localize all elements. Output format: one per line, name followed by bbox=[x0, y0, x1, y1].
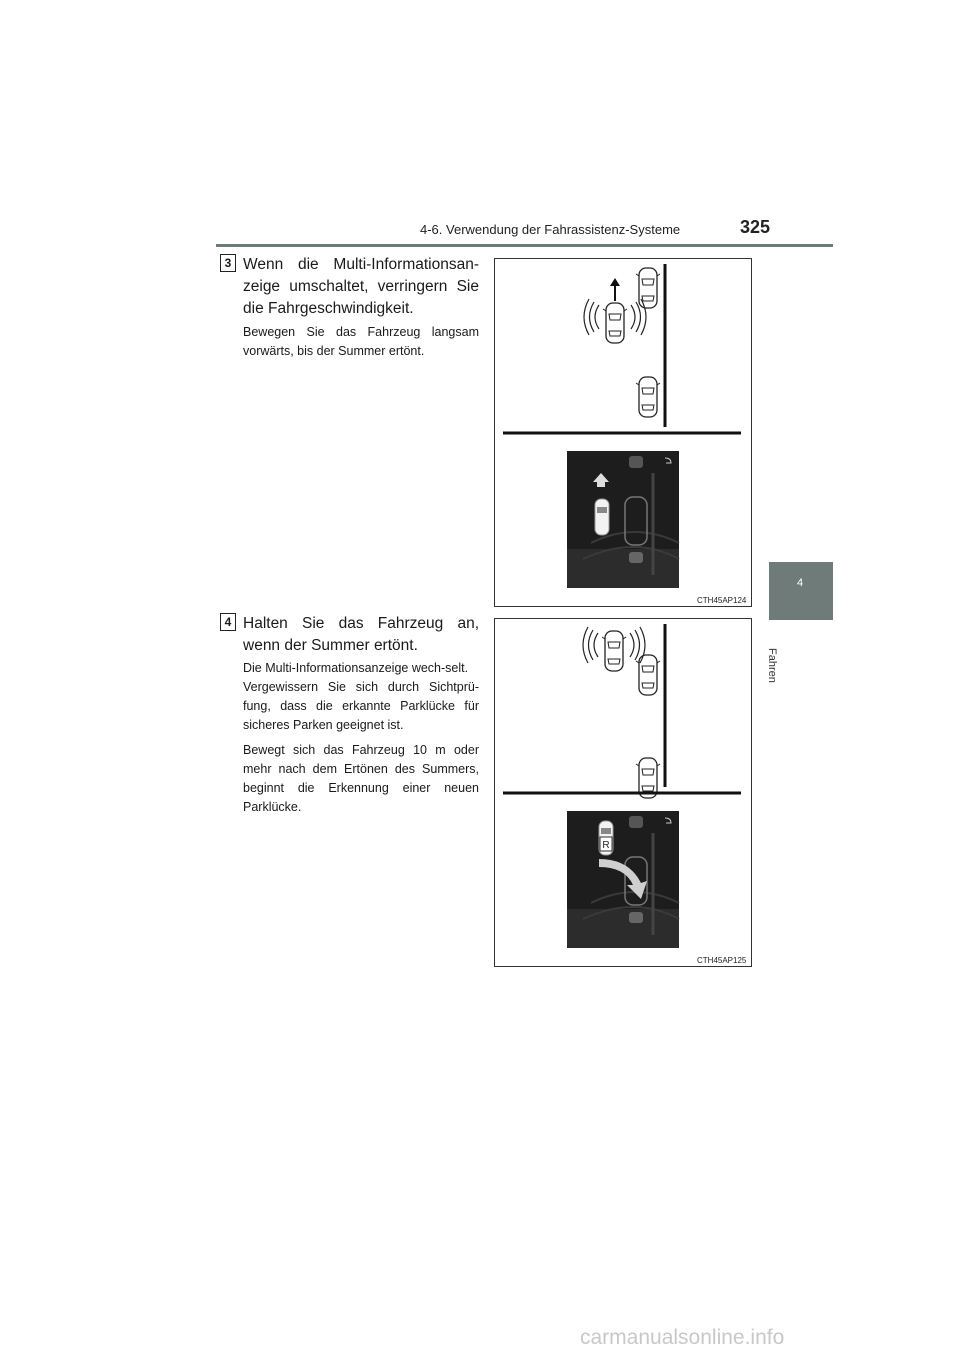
step-marker-3: 3 bbox=[220, 254, 236, 272]
step-3-body bbox=[243, 323, 479, 367]
step-3-heading: Wenn die Multi-Informationsan-zeige umschaltet, verringern Sie die Fahrgeschwindigkeit. bbox=[243, 256, 479, 317]
chapter-number: 4 bbox=[796, 577, 804, 589]
running-header-title: 4-6. Verwendung der Fahrassistenz-Systeme bbox=[420, 222, 681, 237]
step-3-paragraph: Bewegen Sie das Fahrzeug langsam vorwärts, bis der Summer ertönt. bbox=[243, 325, 479, 358]
step-3-figure bbox=[494, 258, 752, 607]
step-4-figure bbox=[494, 618, 752, 967]
parking-diagram-approach bbox=[495, 259, 751, 606]
page-number: 325 bbox=[740, 217, 771, 237]
chapter-tab bbox=[769, 562, 833, 620]
chapter-label: Fahren bbox=[766, 648, 778, 683]
step-4-body bbox=[243, 659, 479, 823]
step-3-figure-code: CTH45AP124 bbox=[697, 596, 747, 605]
step-4-paragraph: Die Multi-Informationsanzeige wech-selt. Vergewissern Sie sich durch Sichtprü-fung, dass die erkannte Parklücke für sicheres Parken geeignet ist. bbox=[243, 661, 479, 732]
gear-indicator: R bbox=[602, 840, 610, 851]
step-4-paragraph: Bewegt sich das Fahrzeug 10 m oder mehr nach dem Ertönen des Summers, beginnt die Erkennung einer neuen Parklücke. bbox=[243, 743, 479, 814]
watermark: carmanualsonline.info bbox=[580, 1326, 785, 1349]
step-marker-4: 4 bbox=[220, 613, 236, 631]
step-4-heading: Halten Sie das Fahrzeug an, wenn der Summer ertönt. bbox=[243, 615, 479, 654]
parking-diagram-stop bbox=[495, 619, 751, 966]
header-rule bbox=[216, 244, 833, 247]
step-4-figure-code: CTH45AP125 bbox=[697, 956, 747, 965]
